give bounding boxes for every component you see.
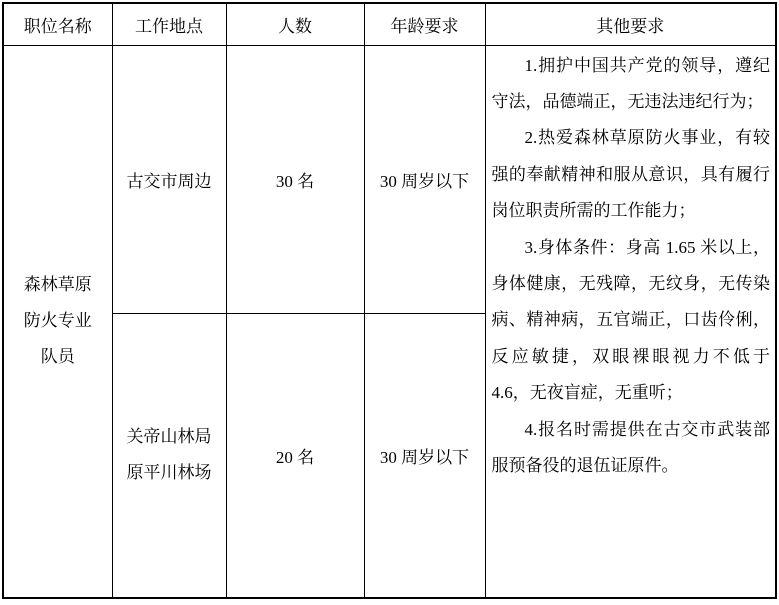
position-name-line: 森林草原 [23,275,92,295]
header-row [3,3,776,45]
table-row [3,45,776,313]
work-location-cell [112,313,226,598]
age-requirement-cell: 30 周岁以下 [364,45,485,313]
other-requirements-cell [485,45,776,598]
headcount-cell: 30 名 [226,45,364,313]
age-requirement-cell: 30 周岁以下 [364,313,485,598]
work-location-line: 原平川林场 [126,463,212,483]
requirement-item-2: 2.热爱森林草原防火事业，有较强的奉献精神和服从意识，具有履行岗位职责所需的工作能力； [491,128,770,221]
headcount-cell: 20 名 [226,313,364,598]
work-location-cell: 古交市周边 [112,45,226,313]
position-name-cell [3,45,112,598]
work-location-line: 关帝山林局 [126,427,212,447]
position-name-line: 防火专业 [23,311,92,331]
requirement-item-3: 3.身体条件：身高 1.65 米以上，身体健康，无残障，无纹身，无传染病、精神病，五官端正，口齿伶俐，反应敏捷，双眼裸眼视力不低于 4.6，无夜盲症，无重听； [491,237,770,403]
header-position-name: 职位名称 [3,3,112,45]
requirement-item-4: 4.报名时需提供在古交市武装部服预备役的退伍证原件。 [491,419,770,475]
recruitment-table [2,2,777,599]
header-other-requirements: 其他要求 [485,3,776,45]
header-work-location: 工作地点 [112,3,226,45]
position-name-line: 队员 [40,347,75,367]
header-headcount: 人数 [226,3,364,45]
requirement-item-1: 1.拥护中国共产党的领导，遵纪守法，品德端正，无违法违纪行为； [491,55,770,111]
header-age-requirement: 年龄要求 [364,3,485,45]
